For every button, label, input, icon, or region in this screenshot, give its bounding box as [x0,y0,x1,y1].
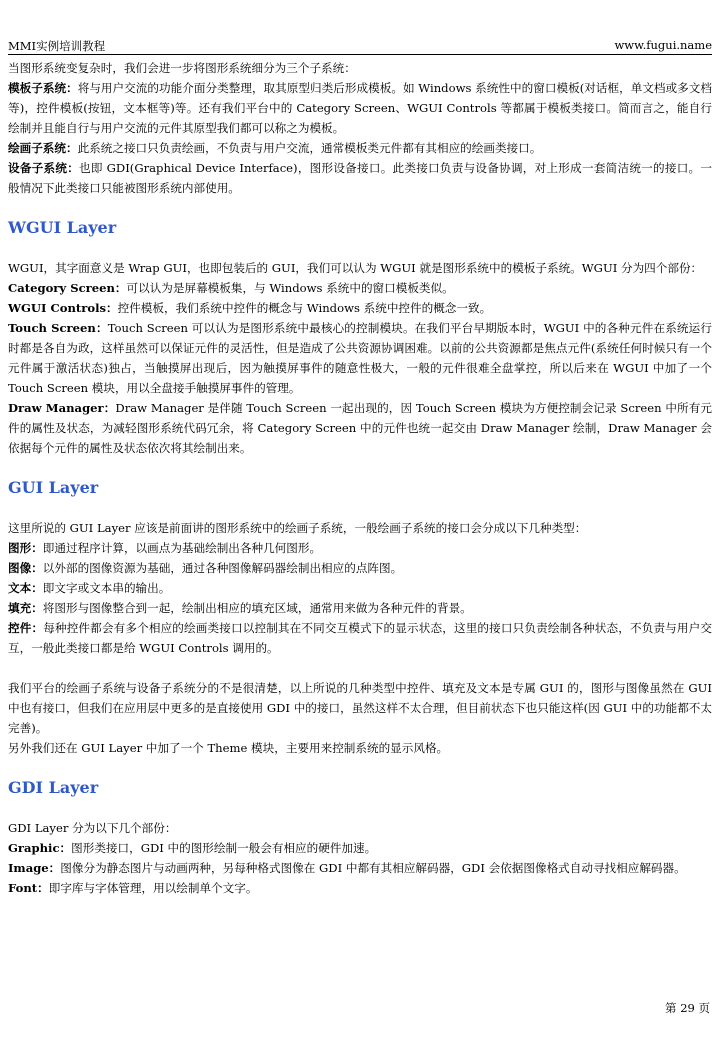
item-term: 图形： [8,541,43,555]
list-item [8,578,712,598]
list-item [8,298,712,318]
list-item [8,598,712,618]
list-item [8,878,712,898]
item-text: Touch Screen 可以认为是图形系统中最核心的控制模块。在我们平台早期版本时，WGUI 中的各种元件在系统运行时都是各自为政，这样虽然可以保证元件的灵活性，但是造成了公共资源协调困难。以前的公共资源都是焦点元件(系统任何时候只有一个元件属于激活状态)独占，当触摸屏出现后，因为触摸屏事件的随意性极大，一般的元件很难全盘掌控，所以后来在 WGUI 中加了一个 Touch Screen 模块，用以全盘接手触摸屏事件的管理。 [8,321,712,395]
list-item [8,618,712,658]
header-title: MMI实例培训教程 [8,39,106,53]
list-item [8,558,712,578]
gdi-heading: GDI Layer [8,778,99,797]
item-text: 将与用户交流的功能介面分类整理，取其原型归类后形成模板。如 Windows 系统性中的窗口模板(对话框，单文档或多文档等)，控件模板(按钮，文本框等)等。还有我们平台中的 Category Screen、WGUI Controls 等都属于模板类接口。简而言之，能自行绘制并且能自行与用户交流的元件其原型我们都可以称之为模板。 [8,81,712,135]
item-text: Draw Manager 是伴随 Touch Screen 一起出现的，因 Touch Screen 模块为方便控制会记录 Screen 中所有元件的属性及状态，为减轻图形系统代码冗余，将 Category Screen 中的元件也统一起交由 Draw Manager 绘制，Draw Manager 会依据每个元件的属性及状态依次将其绘制出来。 [8,401,712,455]
wgui-intro: WGUI，其字面意义是 Wrap GUI，也即包装后的 GUI，我们可以认为 WGUI 就是图形系统中的模板子系统。WGUI 分为四个部份： [8,261,703,275]
list-item [8,78,712,138]
list-item [8,318,712,398]
item-term: 绘画子系统： [8,141,78,155]
list-item [8,538,712,558]
item-text: 控件模板，我们系统中控件的概念与 Windows 系统中控件的概念一致。 [117,301,492,315]
item-text: 即文字或文本串的输出。 [42,581,171,595]
item-text: 以外部的图像资源为基础，通过各种图像解码器绘制出相应的点阵图。 [42,561,403,575]
header-url: www.fugui.name [614,38,712,52]
gui-paragraph-2: 另外我们还在 GUI Layer 中加了一个 Theme 模块，主要用来控制系统的显示风格。 [8,741,449,755]
item-term: 图像： [8,561,43,575]
list-item [8,398,712,458]
gui-paragraph-1: 我们平台的绘画子系统与设备子系统分的不是很清楚，以上所说的几种类型中控件、填充及文本是专属 GUI 的，图形与图像虽然在 GUI 中也有接口，但我们在应用层中更多的是直接使用 GDI 中的接口，虽然这样不太合理，但目前状态下也只能这样(因 GUI 中的功能都不太完善)。 [8,681,712,735]
list-item [8,138,712,158]
intro-line: 当图形系统变复杂时，我们会进一步将图形系统细分为三个子系统： [8,61,356,75]
item-term: Graphic： [8,841,72,855]
gdi-intro: GDI Layer 分为以下几个部份： [8,821,177,835]
item-text: 即通过程序计算，以画点为基础绘制出各种几何图形。 [42,541,322,555]
item-term: Category Screen： [8,281,127,295]
item-text: 此系统之接口只负责绘画，不负责与用户交流，通常模板类元件都有其相应的绘画类接口。 [77,141,542,155]
item-text: 将图形与图像整合到一起，绘制出相应的填充区域，通常用来做为各种元件的背景。 [42,601,472,615]
item-term: 文本： [8,581,43,595]
gui-intro: 这里所说的 GUI Layer 应该是前面讲的图形系统中的绘画子系统，一般绘画子系统的接口会分成以下几种类型： [8,521,587,535]
document-body [8,58,712,898]
page-header [8,36,712,55]
item-text: 即字库与字体管理，用以绘制单个文字。 [48,881,258,895]
item-term: WGUI Controls： [8,301,118,315]
item-term: 模板子系统： [8,81,78,95]
item-text: 每种控件都会有多个相应的绘画类接口以控制其在不同交互模式下的显示状态，这里的接口只负责绘制各种状态，不负责与用户交互，一般此类接口都是给 WGUI Controls 调用的。 [8,621,712,655]
item-text: 图形类接口，GDI 中的图形绘制一般会有相应的硬件加速。 [71,841,377,855]
item-text: 也即 GDI(Graphical Device Interface)，图形设备接口。此类接口负责与设备协调，对上形成一套简洁统一的接口。一般情况下此类接口只能被图形系统内部使用。 [8,161,712,195]
page-number: 第 29 页 [665,1001,710,1015]
wgui-heading: WGUI Layer [8,218,117,237]
list-item [8,278,712,298]
list-item [8,858,712,878]
item-term: 控件： [8,621,44,635]
item-term: 填充： [8,601,43,615]
item-term: 设备子系统： [8,161,80,175]
item-term: Font： [8,881,49,895]
item-term: Touch Screen： [8,321,108,335]
item-term: Draw Manager： [8,401,116,415]
list-item [8,158,712,198]
gui-heading: GUI Layer [8,478,99,497]
item-term: Image： [8,861,61,875]
item-text: 图像分为静态图片与动画两种，另每种格式图像在 GDI 中都有其相应解码器，GDI 会依据图像格式自动寻找相应解码器。 [60,861,686,875]
item-text: 可以认为是屏幕模板集，与 Windows 系统中的窗口模板类似。 [126,281,454,295]
list-item [8,838,712,858]
